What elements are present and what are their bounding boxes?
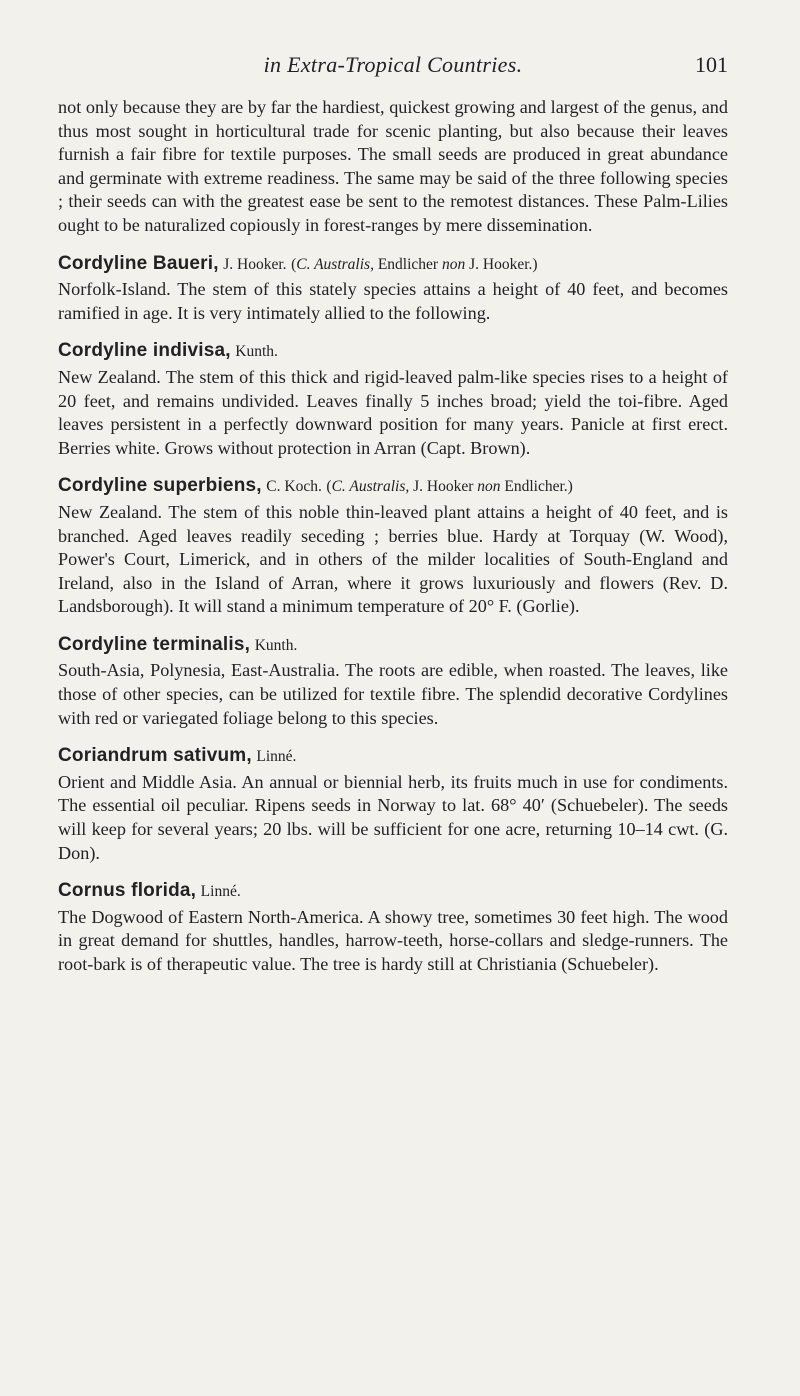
species-name: Cornus florida,	[58, 880, 197, 902]
synonym-name: C. Australis,	[331, 478, 410, 496]
species-name: Cordyline Baueri,	[58, 252, 219, 274]
entry-cordyline-superbiens	[58, 474, 728, 619]
entry-text: Norfolk-Island. The stem of this stately species attains a height of 40 feet, and becomes ramified in age. It is very intimately allied to the following.	[58, 279, 728, 323]
entry-heading	[58, 252, 728, 277]
entry-text: New Zealand. The stem of this thick and rigid-leaved palm-like species rises to a height of 20 feet, and remains undivided. Leaves finally 5 inches broad; yield the toi-fibre. Aged leaves persistent in a perfectly downward position for many years. Panicle at first erect. Berries white. Grows without protection in Arran (Capt. Brown).	[58, 366, 728, 458]
entry-heading	[58, 879, 728, 904]
species-name: Cordyline superbiens,	[58, 475, 262, 497]
running-title: in Extra-Tropical Countries.	[263, 52, 523, 77]
page-body	[58, 96, 728, 977]
synonym-non: non	[441, 255, 466, 273]
running-head	[58, 52, 728, 80]
synonym-name: C. Australis,	[296, 255, 374, 273]
entry-cordyline-baueri	[58, 252, 728, 326]
entry-heading	[58, 339, 728, 364]
entry-cornus-florida	[58, 879, 728, 976]
synonym-note	[326, 478, 572, 495]
page-number: 101	[695, 52, 728, 77]
species-authority: Linné.	[200, 883, 241, 901]
species-name: Coriandrum sativum,	[58, 745, 252, 767]
species-name: Cordyline terminalis,	[58, 633, 251, 655]
entry-text: South-Asia, Polynesia, East-Australia. The roots are edible, when roasted. The leaves, like those of other species, can be utilized for textile fibre. The splendid decorative Cordylines with red or variegated foliage belong to this species.	[58, 660, 728, 728]
synonym-open-paren: (	[291, 255, 297, 273]
synonym-open-paren: (	[326, 478, 332, 496]
intro-paragraph: not only because they are by far the hardiest, quickest growing and largest of the genus, and thus most sought in horticultural trade for scenic planting, but also because their leaves furnish a fair fibre for textile purposes. The small seeds are produced in great abundance and germinate with extreme readiness. The same may be said of the three following species ; their seeds can with the greatest ease be sent to the remotest distances. These Palm-Lilies ought to be naturalized copiously in forest-ranges by mere dissemination.	[58, 97, 728, 235]
species-authority: J. Hooker.	[223, 255, 287, 273]
entry-heading	[58, 474, 728, 499]
entry-cordyline-indivisa	[58, 339, 728, 460]
entry-text: The Dogwood of Eastern North-America. A showy tree, sometimes 30 feet high. The wood in great demand for shuttles, handles, harrow-teeth, horse-collars and sledge-runners. The root-bark is of therapeutic value. The tree is hardy still at Christiania (Schuebeler).	[58, 906, 728, 974]
species-authority: Kunth.	[254, 636, 298, 654]
species-authority: Linné.	[256, 748, 297, 766]
synonym-rest: Endlicher.)	[504, 478, 573, 496]
entry-text: Orient and Middle Asia. An annual or biennial herb, its fruits much in use for condiments. The essential oil peculiar. Ripens seeds in Norway to lat. 68° 40′ (Schuebeler). The seeds will keep for several years; 20 lbs. will be sufficient for one acre, returning 10–14 cwt. (G. Don).	[58, 771, 728, 863]
species-authority: Kunth.	[235, 343, 278, 361]
synonym-author: Endlicher	[377, 255, 439, 273]
synonym-rest: J. Hooker.)	[469, 255, 538, 273]
species-name: Cordyline indivisa,	[58, 340, 231, 362]
entry-text: New Zealand. The stem of this noble thin-leaved plant attains a height of 40 feet, and is branched. Aged leaves readily seceding ; berries blue. Hardy at Torquay (W. Wood), Power's Court, Limerick, and in others of the milder localities of South-England and Ireland, also in the Island of Arran, where it grows luxuriously and flowers (Rev. D. Landsborough). It will stand a minimum temperature of 20° F. (Gorlie).	[58, 501, 728, 617]
entry-heading	[58, 633, 728, 658]
entry-heading	[58, 744, 728, 769]
entry-cordyline-terminalis	[58, 633, 728, 730]
species-authority: C. Koch.	[266, 478, 322, 496]
synonym-note	[291, 256, 537, 273]
entry-coriandrum-sativum	[58, 744, 728, 865]
synonym-non: non	[477, 478, 501, 496]
synonym-author: J. Hooker	[413, 478, 474, 496]
